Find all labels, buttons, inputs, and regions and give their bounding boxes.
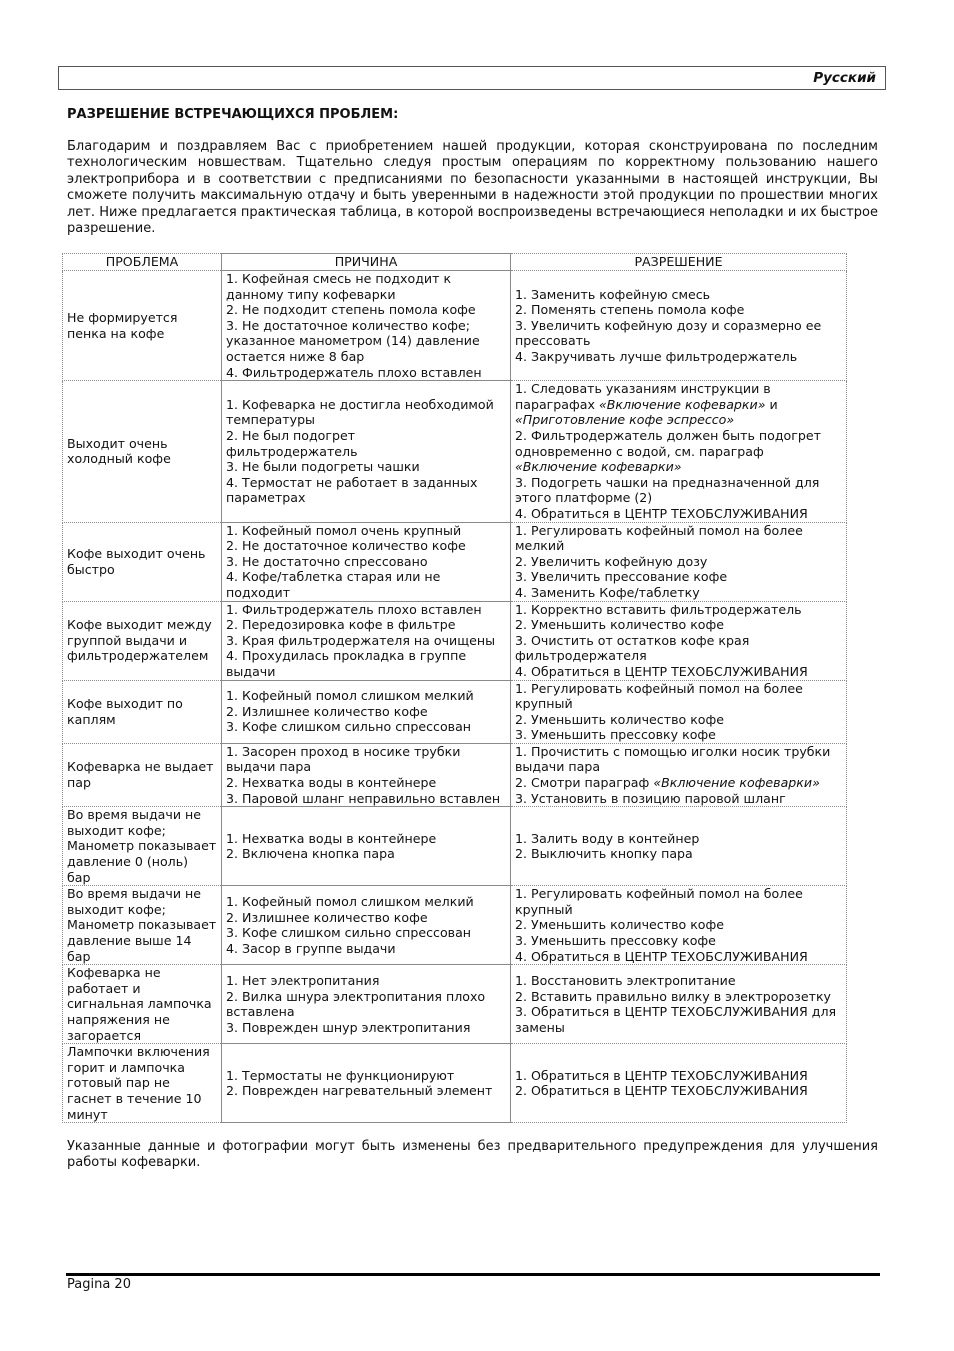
table-row — [63, 965, 847, 1044]
table-row — [63, 271, 847, 381]
problem-cell: Кофеварка не выдает пар — [63, 743, 222, 806]
problem-cell: Не формируется пенка на кофе — [63, 271, 222, 381]
footer-divider — [66, 1273, 880, 1276]
cause-cell: 1. Нехватка воды в контейнере 2. Включена кнопка пара — [222, 807, 511, 886]
table-row — [63, 1044, 847, 1123]
solution-cell: 1. Регулировать кофейный помол на более мелкий 2. Увеличить кофейную дозу 3. Увеличить прессование кофе 4. Заменить Кофе/таблетку — [511, 522, 847, 601]
problem-cell: Кофе выходит по каплям — [63, 680, 222, 743]
cause-cell: 1. Засорен проход в носике трубки выдачи пара 2. Нехватка воды в контейнере 3. Паровой шланг неправильно вставлен — [222, 743, 511, 806]
table-row — [63, 680, 847, 743]
problem-cell: Кофе выходит очень быстро — [63, 522, 222, 601]
cause-cell: 1. Кофейный помол слишком мелкий 2. Излишнее количество кофе 3. Кофе слишком сильно спрессован 4. Засор в группе выдачи — [222, 886, 511, 965]
solution-cell: 1. Следовать указаниям инструкции в параграфах «Включение кофеварки» и «Приготовление кофе эспрессо» 2. Фильтродержатель должен быть подогрет одновременно с водой, см. параграф «Включение кофеварки» 3. Подогреть чашки на предназначенной для этого платформе (2) 4. Обратиться в ЦЕНТР ТЕХОБСЛУЖИВАНИЯ — [511, 381, 847, 522]
table-row — [63, 601, 847, 680]
problem-cell: Во время выдачи не выходит кофе; Манометр показывает давление выше 14 бар — [63, 886, 222, 965]
problem-cell: Лампочки включения горит и лампочка готовый пар не гаснет в течение 10 минут — [63, 1044, 222, 1123]
page-title: РАЗРЕШЕНИЕ ВСТРЕЧАЮЩИХСЯ ПРОБЛЕМ: — [67, 107, 399, 122]
table-header-row — [63, 254, 847, 271]
table-row — [63, 522, 847, 601]
cause-cell: 1. Термостаты не функционируют 2. Поврежден нагревательный элемент — [222, 1044, 511, 1123]
solution-cell: 1. Регулировать кофейный помол на более крупный 2. Уменьшить количество кофе 3. Уменьшить прессовку кофе — [511, 680, 847, 743]
cause-cell: 1. Кофейный помол очень крупный 2. Не достаточное количество кофе 3. Не достаточно спрессовано 4. Кофе/таблетка старая или не подходит — [222, 522, 511, 601]
solution-cell: 1. Обратиться в ЦЕНТР ТЕХОБСЛУЖИВАНИЯ 2. Обратиться в ЦЕНТР ТЕХОБСЛУЖИВАНИЯ — [511, 1044, 847, 1123]
cause-cell: 1. Кофейная смесь не подходит к данному типу кофеварки 2. Не подходит степень помола кофе 3. Не достаточное количество кофе; указанное манометром (14) давление остается ниже 8 бар 4. Фильтродержатель плохо вставлен — [222, 271, 511, 381]
language-label: Русский — [813, 70, 876, 86]
intro-paragraph: Благодарим и поздравляем Вас с приобретением нашей продукции, которая сконструирована по последним технологическим новшествам. Тщательно следуя простым операциям по корректному пользованию нашего электроприбора и в соответствии с предписаниями по безопасности указанными в настоящей инструкции, Вы сможете получить максимальную отдачу и быть уверенными в надежности этой продукции по прошествии многих лет. Ниже предлагается практическая таблица, в которой воспроизведены встречающиеся неполадки и их быстрое разрешение. — [67, 139, 878, 237]
solution-cell: 1. Залить воду в контейнер 2. Выключить кнопку пара — [511, 807, 847, 886]
table-row — [63, 886, 847, 965]
table-row — [63, 743, 847, 806]
header-cause: ПРИЧИНА — [222, 254, 511, 271]
table-row — [63, 381, 847, 522]
problem-cell: Во время выдачи не выходит кофе; Манометр показывает давление 0 (ноль) бар — [63, 807, 222, 886]
cause-cell: 1. Нет электропитания 2. Вилка шнура электропитания плохо вставлена 3. Поврежден шнур электропитания — [222, 965, 511, 1044]
cause-cell: 1. Кофеварка не достигла необходимой температуры 2. Не был подогрет фильтродержатель 3. Не были подогреты чашки 4. Термостат не работает в заданных параметрах — [222, 381, 511, 522]
solution-cell: 1. Восстановить электропитание 2. Вставить правильно вилку в электророзетку 3. Обратиться в ЦЕНТР ТЕХОБСЛУЖИВАНИЯ для замены — [511, 965, 847, 1044]
problem-cell: Выходит очень холодный кофе — [63, 381, 222, 522]
cause-cell: 1. Кофейный помол слишком мелкий 2. Излишнее количество кофе 3. Кофе слишком сильно спрессован — [222, 680, 511, 743]
header-problem: ПРОБЛЕМА — [63, 254, 222, 271]
solution-cell: 1. Регулировать кофейный помол на более крупный 2. Уменьшить количество кофе 3. Уменьшить прессовку кофе 4. Обратиться в ЦЕНТР ТЕХОБСЛУЖИВАНИЯ — [511, 886, 847, 965]
footnote: Указанные данные и фотографии могут быть изменены без предварительного предупреждения для улучшения работы кофеварки. — [67, 1139, 878, 1171]
troubleshooting-table — [62, 253, 847, 1123]
solution-cell: 1. Заменить кофейную смесь 2. Поменять степень помола кофе 3. Увеличить кофейную дозу и соразмерно ее прессовать 4. Закручивать лучше фильтродержатель — [511, 271, 847, 381]
cause-cell: 1. Фильтродержатель плохо вставлен 2. Передозировка кофе в фильтре 3. Края фильтродержателя на очищены 4. Прохудилась прокладка в группе выдачи — [222, 601, 511, 680]
solution-cell: 1. Прочистить с помощью иголки носик трубки выдачи пара 2. Смотри параграф «Включение кофеварки» 3. Установить в позицию паровой шланг — [511, 743, 847, 806]
header-box — [58, 66, 886, 90]
header-solution: РАЗРЕШЕНИЕ — [511, 254, 847, 271]
solution-cell: 1. Корректно вставить фильтродержатель 2. Уменьшить количество кофе 3. Очистить от остатков кофе края фильтродержателя 4. Обратиться в ЦЕНТР ТЕХОБСЛУЖИВАНИЯ — [511, 601, 847, 680]
problem-cell: Кофеварка не работает и сигнальная лампочка напряжения не загорается — [63, 965, 222, 1044]
page-number: Pagina 20 — [67, 1277, 131, 1292]
table-row — [63, 807, 847, 886]
problem-cell: Кофе выходит между группой выдачи и фильтродержателем — [63, 601, 222, 680]
